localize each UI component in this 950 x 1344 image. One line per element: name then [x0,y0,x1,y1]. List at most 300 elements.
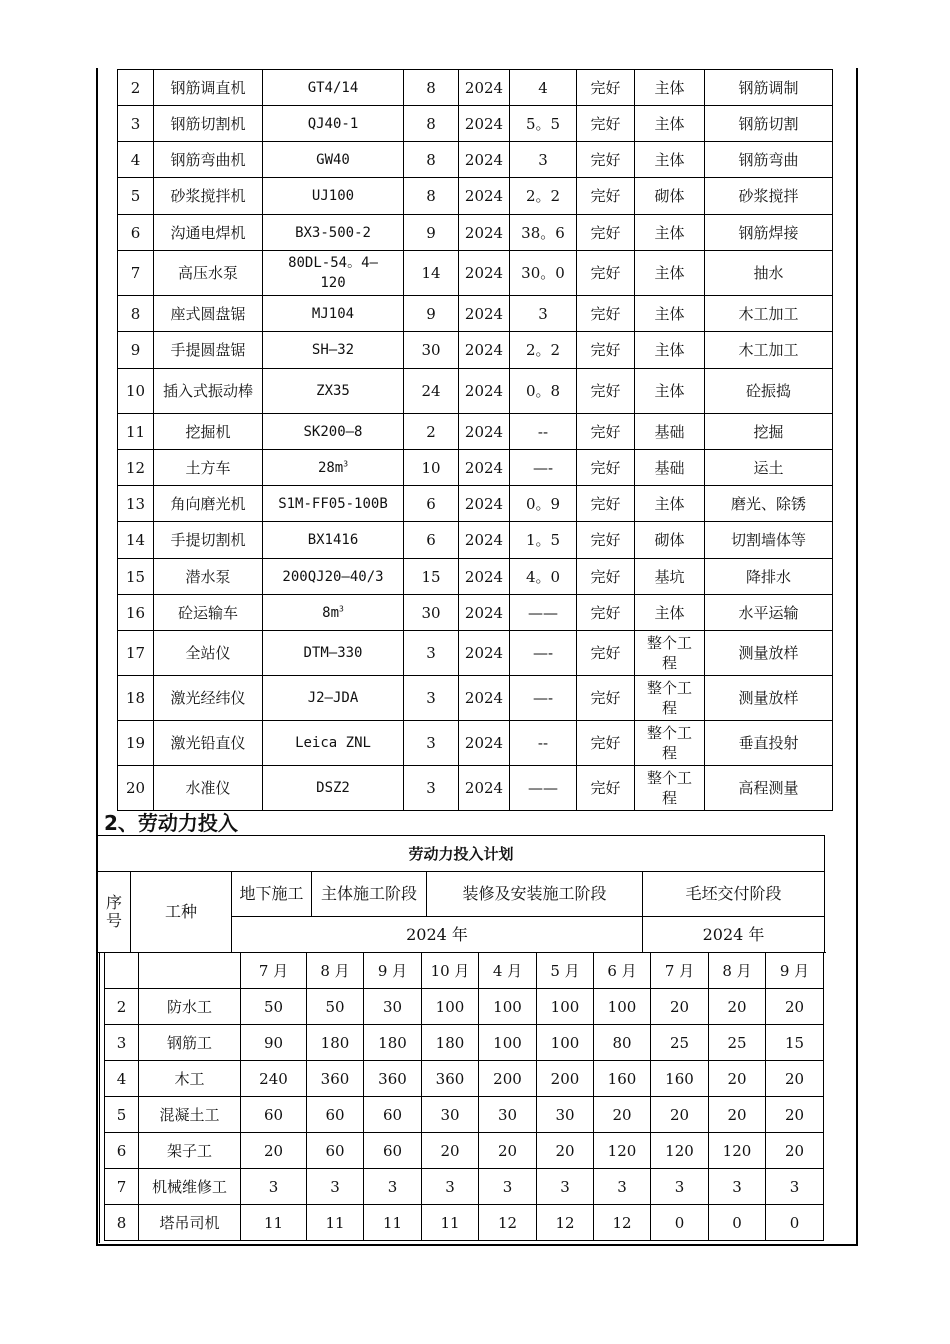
equipment-name: 砼运输车 [154,595,263,631]
labor-trade: 塔吊司机 [139,1205,241,1241]
equipment-part: 主体 [635,251,705,296]
labor-no: 2 [105,989,139,1025]
equipment-table [117,69,833,811]
month-header: 9 月 [766,953,824,989]
labor-value: 60 [307,1133,364,1169]
equipment-row [118,251,833,296]
labor-value: 3 [594,1169,651,1205]
phase-underground: 地下施工 [232,872,312,917]
labor-plan-title: 劳动力投入计划 [98,836,825,872]
month-header: 8 月 [709,953,766,989]
labor-value: 200 [479,1061,537,1097]
labor-value: 20 [766,1133,824,1169]
equipment-row [118,332,833,369]
equipment-model: BX3-500-2 [263,215,404,251]
equipment-part: 主体 [635,296,705,332]
labor-value: 25 [651,1025,709,1061]
equipment-row [118,631,833,676]
month-header: 6 月 [594,953,651,989]
equipment-status: 完好 [577,631,635,676]
equipment-no: 14 [118,522,154,559]
equipment-use: 磨光、除锈 [705,486,833,522]
equipment-part: 砌体 [635,178,705,215]
equipment-use: 挖掘 [705,414,833,450]
equipment-power: 4。0 [510,559,577,595]
labor-value: 360 [364,1061,422,1097]
equipment-status: 完好 [577,766,635,811]
equipment-use: 切割墙体等 [705,522,833,559]
equipment-status: 完好 [577,595,635,631]
equipment-name: 沟通电焊机 [154,215,263,251]
labor-value: 3 [241,1169,307,1205]
labor-value: 20 [479,1133,537,1169]
equipment-power: -- [510,721,577,766]
equipment-part: 主体 [635,142,705,178]
labor-value: 200 [537,1061,594,1097]
equipment-power: -- [510,414,577,450]
equipment-model: DTM—330 [263,631,404,676]
equipment-year: 2024 [459,631,510,676]
equipment-name: 座式圆盘锯 [154,296,263,332]
equipment-use: 高程测量 [705,766,833,811]
equipment-use: 钢筋焊接 [705,215,833,251]
year-2: 2024 年 [643,917,825,953]
labor-value: 100 [537,989,594,1025]
equipment-part: 砌体 [635,522,705,559]
equipment-model: DSZ2 [263,766,404,811]
labor-value: 20 [422,1133,479,1169]
equipment-qty: 8 [404,178,459,215]
labor-trade: 架子工 [139,1133,241,1169]
equipment-part: 主体 [635,595,705,631]
equipment-status: 完好 [577,332,635,369]
equipment-name: 钢筋调直机 [154,70,263,106]
month-header: 4 月 [479,953,537,989]
equipment-part: 主体 [635,486,705,522]
labor-value: 11 [307,1205,364,1241]
equipment-qty: 6 [404,486,459,522]
equipment-model: SH—32 [263,332,404,369]
equipment-name: 插入式振动棒 [154,369,263,414]
equipment-power: 5。5 [510,106,577,142]
equipment-model: J2—JDA [263,676,404,721]
equipment-power: 3 [510,296,577,332]
equipment-no: 5 [118,178,154,215]
labor-trade: 木工 [139,1061,241,1097]
equipment-row [118,676,833,721]
equipment-no: 16 [118,595,154,631]
labor-value: 25 [709,1025,766,1061]
labor-value: 90 [241,1025,307,1061]
equipment-qty: 3 [404,676,459,721]
labor-value: 160 [594,1061,651,1097]
labor-value: 20 [766,1061,824,1097]
equipment-year: 2024 [459,178,510,215]
equipment-year: 2024 [459,414,510,450]
equipment-no: 3 [118,106,154,142]
equipment-name: 手提切割机 [154,522,263,559]
labor-row [105,1169,824,1205]
labor-value: 60 [364,1097,422,1133]
equipment-no: 12 [118,450,154,486]
equipment-row [118,766,833,811]
equipment-model: BX1416 [263,522,404,559]
equipment-row [118,369,833,414]
labor-trade: 机械维修工 [139,1169,241,1205]
labor-trade: 钢筋工 [139,1025,241,1061]
labor-value: 240 [241,1061,307,1097]
equipment-year: 2024 [459,766,510,811]
labor-value: 30 [422,1097,479,1133]
labor-value: 180 [307,1025,364,1061]
labor-value: 15 [766,1025,824,1061]
labor-value: 11 [241,1205,307,1241]
equipment-year: 2024 [459,296,510,332]
labor-row [105,1097,824,1133]
labor-value: 0 [709,1205,766,1241]
labor-value: 100 [537,1025,594,1061]
labor-value: 50 [241,989,307,1025]
equipment-qty: 2 [404,414,459,450]
year-1: 2024 年 [232,917,643,953]
equipment-power: 4 [510,70,577,106]
equipment-row [118,522,833,559]
equipment-model: 80DL-54。4—120 [263,251,404,296]
equipment-year: 2024 [459,559,510,595]
equipment-year: 2024 [459,595,510,631]
labor-value: 3 [709,1169,766,1205]
equipment-qty: 8 [404,70,459,106]
labor-value: 120 [651,1133,709,1169]
equipment-qty: 3 [404,631,459,676]
month-header: 5 月 [537,953,594,989]
labor-no: 7 [105,1169,139,1205]
equipment-no: 4 [118,142,154,178]
equipment-model: GW40 [263,142,404,178]
equipment-no: 10 [118,369,154,414]
equipment-use: 砼振捣 [705,369,833,414]
equipment-no: 11 [118,414,154,450]
equipment-qty: 14 [404,251,459,296]
labor-value: 12 [594,1205,651,1241]
equipment-use: 运土 [705,450,833,486]
equipment-year: 2024 [459,522,510,559]
month-header: 8 月 [307,953,364,989]
left-border [99,952,100,1243]
equipment-year: 2024 [459,332,510,369]
equipment-year: 2024 [459,676,510,721]
equipment-use: 木工加工 [705,332,833,369]
equipment-use: 水平运输 [705,595,833,631]
labor-value: 80 [594,1025,651,1061]
equipment-name: 砂浆搅拌机 [154,178,263,215]
equipment-no: 2 [118,70,154,106]
labor-value: 120 [594,1133,651,1169]
equipment-year: 2024 [459,450,510,486]
labor-value: 20 [651,989,709,1025]
equipment-no: 7 [118,251,154,296]
equipment-model: $28m^3$ [263,450,404,486]
equipment-status: 完好 [577,296,635,332]
labor-value: 20 [241,1133,307,1169]
equipment-part: 整个工程 [635,721,705,766]
labor-value: 180 [364,1025,422,1061]
equipment-name: 钢筋切割机 [154,106,263,142]
equipment-year: 2024 [459,215,510,251]
equipment-year: 2024 [459,106,510,142]
labor-value: 60 [307,1097,364,1133]
labor-row [105,1133,824,1169]
labor-value: 12 [479,1205,537,1241]
equipment-power: 3 [510,142,577,178]
equipment-row [118,70,833,106]
equipment-part: 整个工程 [635,676,705,721]
equipment-status: 完好 [577,559,635,595]
equipment-power: 0。8 [510,369,577,414]
labor-value: 30 [479,1097,537,1133]
equipment-no: 13 [118,486,154,522]
equipment-year: 2024 [459,70,510,106]
equipment-model: MJ104 [263,296,404,332]
equipment-name: 挖掘机 [154,414,263,450]
equipment-power: 0。9 [510,486,577,522]
equipment-name: 激光经纬仪 [154,676,263,721]
month-header: 10 月 [422,953,479,989]
labor-value: 20 [594,1097,651,1133]
month-header: 9 月 [364,953,422,989]
equipment-part: 主体 [635,70,705,106]
equipment-qty: 24 [404,369,459,414]
equipment-part: 主体 [635,215,705,251]
equipment-status: 完好 [577,486,635,522]
labor-value: 160 [651,1061,709,1097]
labor-no: 6 [105,1133,139,1169]
labor-value: 0 [766,1205,824,1241]
labor-value: 360 [422,1061,479,1097]
labor-value: 3 [364,1169,422,1205]
equipment-no: 9 [118,332,154,369]
equipment-use: 测量放样 [705,631,833,676]
labor-no: 4 [105,1061,139,1097]
equipment-no: 18 [118,676,154,721]
equipment-row [118,414,833,450]
equipment-status: 完好 [577,414,635,450]
labor-value: 100 [479,989,537,1025]
equipment-use: 降排水 [705,559,833,595]
equipment-qty: 15 [404,559,459,595]
equipment-use: 抽水 [705,251,833,296]
equipment-qty: 3 [404,721,459,766]
labor-value: 60 [364,1133,422,1169]
equipment-qty: 30 [404,595,459,631]
labor-value: 3 [422,1169,479,1205]
labor-no: 3 [105,1025,139,1061]
labor-value: 20 [709,1061,766,1097]
equipment-name: 钢筋弯曲机 [154,142,263,178]
labor-plan-header [97,835,825,953]
equipment-year: 2024 [459,142,510,178]
equipment-name: 激光铅直仪 [154,721,263,766]
equipment-no: 15 [118,559,154,595]
equipment-power: —— [510,595,577,631]
phase-delivery: 毛坯交付阶段 [643,872,825,917]
equipment-status: 完好 [577,450,635,486]
equipment-part: 主体 [635,332,705,369]
labor-value: 3 [651,1169,709,1205]
labor-no: 5 [105,1097,139,1133]
labor-value: 20 [709,989,766,1025]
equipment-use: 砂浆搅拌 [705,178,833,215]
labor-value: 100 [422,989,479,1025]
equipment-name: 高压水泵 [154,251,263,296]
equipment-use: 钢筋弯曲 [705,142,833,178]
equipment-row [118,486,833,522]
equipment-power: 38。6 [510,215,577,251]
equipment-part: 基础 [635,414,705,450]
labor-row [105,1061,824,1097]
equipment-status: 完好 [577,142,635,178]
equipment-model: $8m^3$ [263,595,404,631]
labor-trade: 防水工 [139,989,241,1025]
labor-value: 3 [766,1169,824,1205]
equipment-year: 2024 [459,251,510,296]
equipment-model: UJ100 [263,178,404,215]
equipment-name: 土方车 [154,450,263,486]
labor-value: 20 [537,1133,594,1169]
equipment-status: 完好 [577,106,635,142]
labor-plan-table [104,952,824,1241]
labor-value: 20 [766,1097,824,1133]
equipment-qty: 10 [404,450,459,486]
header-no: 序号 [98,872,131,953]
equipment-status: 完好 [577,215,635,251]
labor-value: 50 [307,989,364,1025]
equipment-row [118,595,833,631]
labor-trade: 混凝土工 [139,1097,241,1133]
equipment-no: 19 [118,721,154,766]
month-header: 7 月 [651,953,709,989]
equipment-power: —- [510,631,577,676]
equipment-name: 潜水泵 [154,559,263,595]
equipment-no: 8 [118,296,154,332]
equipment-no: 20 [118,766,154,811]
section-title-labor: 2、劳动力投入 [104,811,238,835]
equipment-year: 2024 [459,486,510,522]
equipment-use: 木工加工 [705,296,833,332]
equipment-name: 角向磨光机 [154,486,263,522]
equipment-model: GT4/14 [263,70,404,106]
equipment-power: 2。2 [510,332,577,369]
equipment-row [118,450,833,486]
labor-value: 20 [766,989,824,1025]
equipment-qty: 9 [404,215,459,251]
equipment-part: 基坑 [635,559,705,595]
labor-value: 20 [651,1097,709,1133]
equipment-power: —— [510,766,577,811]
header-trade: 工种 [131,872,232,953]
equipment-name: 全站仪 [154,631,263,676]
equipment-part: 主体 [635,369,705,414]
equipment-power: —- [510,450,577,486]
labor-row [105,1025,824,1061]
equipment-qty: 9 [404,296,459,332]
equipment-year: 2024 [459,369,510,414]
equipment-row [118,721,833,766]
equipment-qty: 30 [404,332,459,369]
equipment-status: 完好 [577,178,635,215]
labor-value: 100 [479,1025,537,1061]
equipment-status: 完好 [577,251,635,296]
equipment-qty: 6 [404,522,459,559]
equipment-qty: 8 [404,106,459,142]
equipment-row [118,296,833,332]
equipment-status: 完好 [577,676,635,721]
labor-value: 120 [709,1133,766,1169]
labor-value: 11 [422,1205,479,1241]
labor-value: 30 [537,1097,594,1133]
labor-value: 60 [241,1097,307,1133]
equipment-power: 30。0 [510,251,577,296]
labor-value: 30 [364,989,422,1025]
equipment-row [118,142,833,178]
labor-value: 180 [422,1025,479,1061]
labor-value: 12 [537,1205,594,1241]
equipment-qty: 8 [404,142,459,178]
equipment-use: 钢筋调制 [705,70,833,106]
equipment-model: 200QJ20—40/3 [263,559,404,595]
labor-value: 360 [307,1061,364,1097]
equipment-year: 2024 [459,721,510,766]
labor-value: 100 [594,989,651,1025]
equipment-power: 2。2 [510,178,577,215]
equipment-model: ZX35 [263,369,404,414]
equipment-row [118,559,833,595]
equipment-status: 完好 [577,522,635,559]
equipment-part: 基础 [635,450,705,486]
equipment-model: S1M-FF05-100B [263,486,404,522]
labor-value: 3 [307,1169,364,1205]
equipment-use: 测量放样 [705,676,833,721]
equipment-qty: 3 [404,766,459,811]
equipment-name: 水准仪 [154,766,263,811]
equipment-status: 完好 [577,70,635,106]
equipment-power: —- [510,676,577,721]
month-header: 7 月 [241,953,307,989]
phase-decoration: 装修及安装施工阶段 [427,872,643,917]
equipment-model: QJ40-1 [263,106,404,142]
equipment-status: 完好 [577,369,635,414]
equipment-row [118,178,833,215]
labor-value: 3 [537,1169,594,1205]
equipment-use: 钢筋切割 [705,106,833,142]
month-blank-trade [139,953,241,989]
labor-value: 11 [364,1205,422,1241]
labor-value: 3 [479,1169,537,1205]
phase-main-structure: 主体施工阶段 [312,872,427,917]
equipment-no: 6 [118,215,154,251]
labor-value: 20 [709,1097,766,1133]
equipment-part: 整个工程 [635,631,705,676]
equipment-status: 完好 [577,721,635,766]
labor-row [105,989,824,1025]
equipment-part: 主体 [635,106,705,142]
equipment-part: 整个工程 [635,766,705,811]
equipment-use: 垂直投射 [705,721,833,766]
equipment-power: 1。5 [510,522,577,559]
equipment-row [118,106,833,142]
month-blank-no [105,953,139,989]
equipment-name: 手提圆盘锯 [154,332,263,369]
